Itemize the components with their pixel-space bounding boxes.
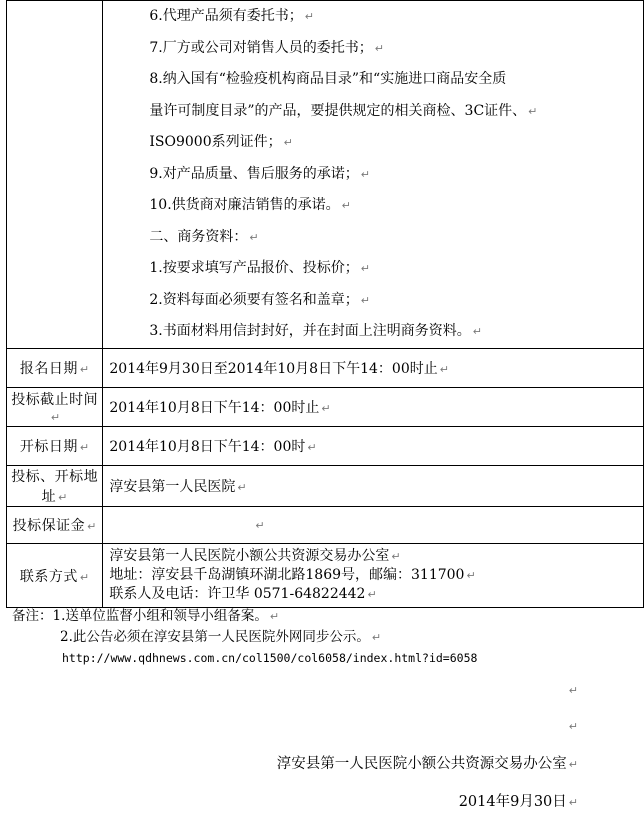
section-heading: 二、商务资料： ↵ <box>149 228 259 245</box>
registration-date-value: 2014年9月30日至2014年10月8日下午14：00时止 ↵ <box>103 349 644 388</box>
paragraph-mark: ↵ <box>568 684 578 697</box>
requirement-item: 3.书面材料用信封封好，并在封面上注明商务资料。 ↵ <box>149 323 482 339</box>
bid-deadline-label: 投标截止时间↵ <box>7 388 103 427</box>
requirements-cell <box>103 1 644 349</box>
requirement-item: 7.厂方或公司对销售人员的委托书； ↵ <box>149 39 384 56</box>
requirement-item: 8.纳入国有“检验疫机构商品目录”和“实施进口商品安全质 <box>149 71 507 87</box>
bid-address-value: 淳安县第一人民医院 ↵ <box>103 466 644 507</box>
contact-office: 淳安县第一人民医院小额公共资源交易办公室 ↵ <box>109 548 401 564</box>
note-line-1: 备注：1.送单位监督小组和领导小组备案。 ↵ <box>12 608 280 624</box>
registration-date-label: 报名日期 ↵ <box>7 349 103 388</box>
requirement-item: 9.对产品质量、售后服务的承诺； ↵ <box>149 165 370 182</box>
notes-section <box>12 606 477 669</box>
requirement-item: 1.按要求填写产品报价、投标价； ↵ <box>149 260 370 276</box>
bid-address-label: 投标、开标地址 ↵ <box>7 466 103 507</box>
signature-date: 2014年9月30日 ↵ <box>458 794 578 810</box>
requirement-item: 10.供货商对廉洁销售的承诺。 ↵ <box>149 197 351 213</box>
notice-url: http://www.qdhnews.com.cn/col1500/col6058/index.html?id=6058 <box>62 651 478 665</box>
contact-address: 地址：淳安县千岛湖镇环湖北路1869号，邮编：311700 ↵ <box>109 567 476 583</box>
contact-value <box>103 544 644 608</box>
note-line-2: 2.此公告必须在淳安县第一人民医院外网同步公示。 ↵ <box>60 629 382 645</box>
bid-deadline-value: 2014年10月8日下午14：00时止 ↵ <box>103 388 644 427</box>
contact-phone: 联系人及电话：许卫华 0571-64822442 ↵ <box>109 586 377 602</box>
bid-opening-date-label: 开标日期 ↵ <box>7 427 103 466</box>
requirement-item: 2.资料每面必须要有签名和盖章； ↵ <box>149 291 370 308</box>
blank-label-cell <box>7 1 103 349</box>
requirement-item-continued: ISO9000系列证件； ↵ <box>149 134 293 150</box>
bid-opening-date-value: 2014年10月8日下午14：00时 ↵ <box>103 427 644 466</box>
requirement-item-continued: 量许可制度目录”的产品，要提供规定的相关商检、3C证件、 ↵ <box>149 102 538 119</box>
bid-deposit-value: ↵ <box>103 507 644 544</box>
paragraph-mark: ↵ <box>568 720 578 733</box>
bid-deposit-label: 投标保证金 ↵ <box>7 507 103 544</box>
requirement-item: 6.代理产品须有委托书； ↵ <box>149 8 314 24</box>
contact-label: 联系方式 ↵ <box>7 544 103 608</box>
announcement-table <box>6 0 644 608</box>
signature-organization: 淳安县第一人民医院小额公共资源交易办公室 ↵ <box>276 756 578 772</box>
